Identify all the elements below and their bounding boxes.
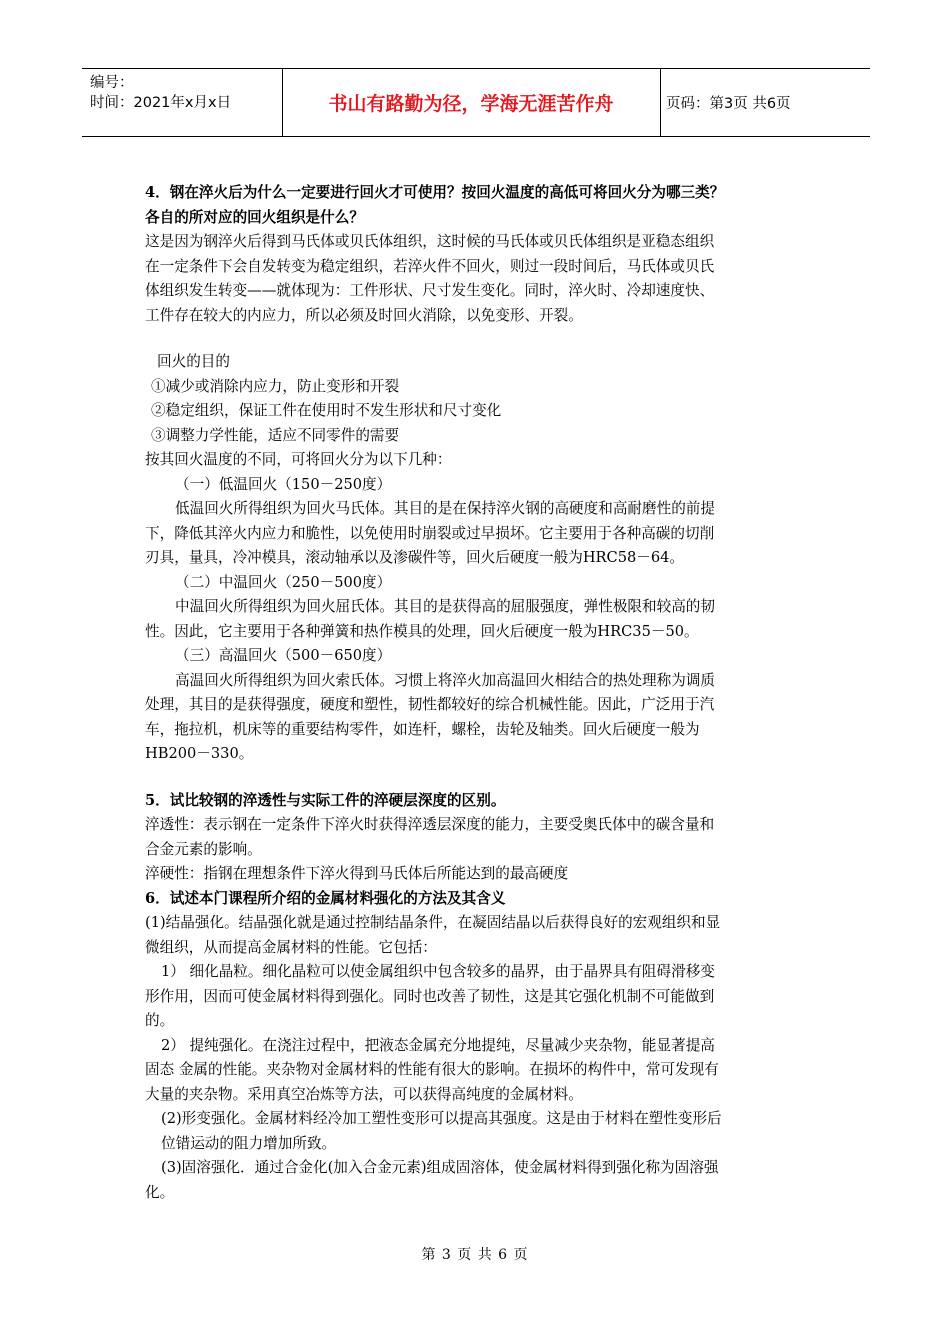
- body-text-line: 形作用，因而可使金属材料得到强化。同时也改善了韧性，这是其它强化机制不可能做到: [145, 987, 715, 1005]
- body-text-line: 回火的目的: [157, 353, 230, 370]
- body-text-line: 微组织，从而提高金属材料的性能。它包括：: [145, 938, 437, 956]
- question-heading-line: 5．试比较钢的淬透性与实际工件的淬硬层深度的区别。: [145, 791, 506, 809]
- question-heading-line: 6．试述本门课程所介绍的金属材料强化的方法及其含义: [145, 889, 506, 907]
- body-text-line: （一）低温回火（150－250度）: [175, 475, 392, 493]
- body-text-line: 下，降低其淬火内应力和脆性，以免使用时崩裂或过早损坏。它主要用于各种高碳的切削: [145, 524, 715, 542]
- body-text-line: 体组织发生转变——就体现为：工件形状、尺寸发生变化。同时，淬火时、冷却速度快、: [145, 282, 715, 299]
- body-text-line: (2)形变强化。金属材料经冷加工塑性变形可以提高其强度。这是由于材料在塑性变形后: [161, 1110, 722, 1127]
- body-text-line: (1)结晶强化。结晶强化就是通过控制结晶条件，在凝固结晶以后获得良好的宏观组织和显: [145, 914, 721, 931]
- body-text-line: 这是因为钢淬火后得到马氏体或贝氏体组织，这时候的马氏体或贝氏体组织是亚稳态组织: [145, 233, 715, 250]
- body-text-line: 淬硬性：指钢在理想条件下淬火得到马氏体后所能达到的最高硬度: [145, 865, 569, 882]
- body-text-line: 车，拖拉机，机床等的重要结构零件，如连杆，螺栓，齿轮及轴类。回火后硬度一般为: [145, 720, 700, 738]
- body-text-line: 固态 金属的性能。夹杂物对金属材料的性能有很大的影响。在损坏的构件中，常可发现有: [145, 1061, 719, 1078]
- body-text-line: ①减少或消除内应力，防止变形和开裂: [151, 377, 400, 395]
- body-text-line: 化。: [145, 1183, 175, 1201]
- body-text-line: 淬透性：表示钢在一定条件下淬火时获得淬透层深度的能力，主要受奥氏体中的碳含量和: [145, 816, 715, 833]
- body-text-line: 的。: [145, 1012, 175, 1029]
- body-text-line: 性。因此，它主要用于各种弹簧和热作模具的处理，回火后硬度一般为HRC35－50。: [145, 622, 699, 640]
- body-text-line: ②稳定组织，保证工件在使用时不发生形状和尺寸变化: [151, 402, 502, 419]
- body-text-line: 中温回火所得组织为回火屈氏体。其目的是获得高的屈服强度，弹性极限和较高的韧: [175, 598, 715, 615]
- body-text-line: （三）高温回火（500－650度）: [175, 647, 392, 664]
- body-text-line: 处理，其目的是获得强度，硬度和塑性，韧性都较好的综合机械性能。因此，广泛用于汽: [145, 696, 715, 713]
- header-meta: [90, 73, 231, 113]
- body-text-line: 高温回火所得组织为回火索氏体。习惯上将淬火加高温回火相结合的热处理称为调质: [175, 671, 715, 689]
- body-text-line: 合金元素的影响。: [145, 840, 262, 858]
- question-heading-line: 4．钢在淬火后为什么一定要进行回火才可使用？按回火温度的高低可将回火分为哪三类？: [145, 184, 725, 201]
- document-number-label: 编号：: [90, 75, 134, 91]
- paragraph-spacer: [145, 328, 810, 350]
- body-text-line: 低温回火所得组织为回火马氏体。其目的是在保持淬火钢的高硬度和高耐磨性的前提: [175, 500, 715, 517]
- document-date-label: 时间：2021年x月x日: [90, 95, 232, 111]
- paragraph-spacer: [145, 767, 810, 789]
- header-motto: 书山有路勤为径，学海无涯苦作舟: [328, 93, 614, 115]
- body-text-line: （二）中温回火（250－500度）: [175, 573, 392, 591]
- body-text-line: HB200－330。: [145, 745, 254, 762]
- question-heading-line: 各自的所对应的回火组织是什么？: [145, 208, 364, 226]
- body-text-line: (3)固溶强化．通过合金化(加入合金元素)组成固溶体，使金属材料得到强化称为固溶强: [161, 1159, 719, 1176]
- header-divider: [660, 69, 661, 136]
- body-text-line: 1） 细化晶粒。细化晶粒可以使金属组织中包含较多的晶界，由于晶界具有阻碍滑移变: [161, 963, 715, 980]
- body-text-line: 大量的夹杂物。采用真空冶炼等方法，可以获得高纯度的金属材料。: [145, 1085, 583, 1103]
- body-text-line: 工件存在较大的内应力，所以必须及时回火消除，以免变形、开裂。: [145, 306, 583, 324]
- body-text-line: 刃具，量具，冷冲模具，滚动轴承以及渗碳件等，回火后硬度一般为HRC58－64。: [145, 549, 685, 566]
- body-text-line: 在一定条件下会自发转变为稳定组织，若淬火件不回火，则过一段时间后，马氏体或贝氏: [145, 257, 715, 275]
- body-text-line: 位错运动的阻力增加所致。: [161, 1134, 337, 1152]
- body-text-line: 按其回火温度的不同，可将回火分为以下几种：: [145, 451, 452, 468]
- page-footer: 第 3 页 共 6 页: [421, 1247, 529, 1263]
- header-page-indicator: 页码：第3页 共6页: [666, 96, 791, 112]
- document-body: [145, 181, 810, 1205]
- body-text-line: ③调整力学性能，适应不同零件的需要: [151, 426, 400, 444]
- body-text-line: 2） 提纯强化。在浇注过程中，把液态金属充分地提纯，尽量减少夹杂物，能显著提高: [161, 1036, 715, 1054]
- page-header: [82, 68, 870, 137]
